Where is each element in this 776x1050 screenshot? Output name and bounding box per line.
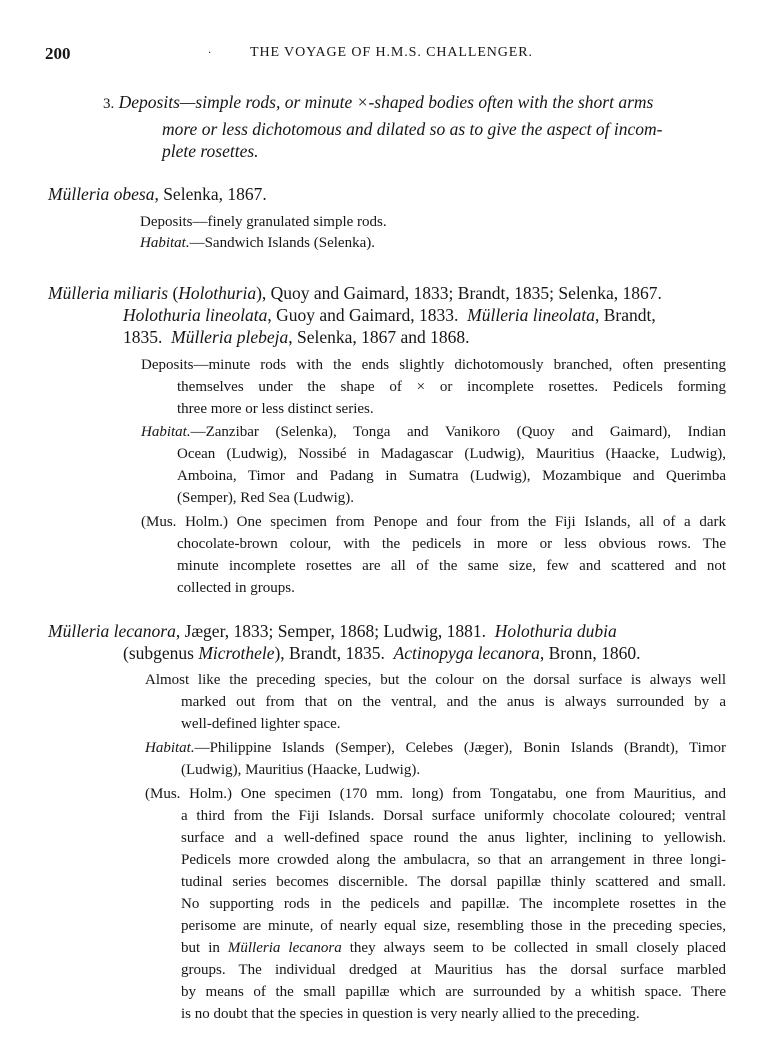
- species-miliaris-syn-3: 1835. Mülleria plebeja, Selenka, 1867 and 1868.: [123, 327, 470, 347]
- species-miliaris-deposits-3: three more or less distinct series.: [177, 401, 374, 417]
- species-miliaris-mus-3: minute incomplete rosettes are all of the same size, few and scattered and not: [177, 558, 726, 574]
- species-obesa-deposits: Deposits—finely granulated simple rods.: [140, 214, 387, 230]
- species-miliaris-habitat-1: Habitat.—Zanzibar (Selenka), Tonga and Vanikoro (Quoy and Gaimard), Indian: [141, 424, 726, 440]
- species-lecanora-mus-5: tudinal series becomes discernible. The dorsal papillæ thinly scattered and small.: [181, 874, 726, 890]
- species-lecanora-habitat-2: (Ludwig), Mauritius (Haacke, Ludwig).: [181, 762, 421, 778]
- species-lecanora-mus-6: No supporting rods in the pedicels and papillæ. The incomplete rosettes in the: [181, 896, 726, 912]
- species-lecanora-desc-3: well-defined lighter space.: [181, 716, 341, 732]
- species-lecanora-desc-1: Almost like the preceding species, but the colour on the dorsal surface is always well: [145, 672, 726, 688]
- species-lecanora-mus-9: groups. The individual dredged at Mauritius has the dorsal surface marbled: [181, 962, 726, 978]
- species-miliaris-habitat-2: Ocean (Ludwig), Nossibé in Madagascar (Ludwig), Mauritius (Haacke, Ludwig),: [177, 446, 726, 462]
- species-lecanora-syn-1: Mülleria lecanora, Jæger, 1833; Semper, 1868; Ludwig, 1881. Holothuria dubia: [48, 621, 617, 641]
- species-miliaris-habitat-3: Amboina, Timor and Padang in Sumatra (Ludwig), Mozambique and Querimba: [177, 468, 726, 484]
- species-miliaris-habitat-4: (Semper), Red Sea (Ludwig).: [177, 490, 355, 506]
- intro-line-1: [103, 92, 728, 113]
- species-miliaris-syn-2: Holothuria lineolata, Guoy and Gaimard, 1833. Mülleria lineolata, Brandt,: [123, 305, 656, 325]
- page-header: [0, 44, 776, 70]
- running-title: THE VOYAGE OF H.M.S. CHALLENGER.: [250, 45, 533, 60]
- species-lecanora-mus-11: is no doubt that the species in question is very nearly allied to the preceding.: [181, 1006, 640, 1022]
- intro-line-2: more or less dichotomous and dilated so as to give the aspect of incom-: [162, 119, 663, 139]
- page-number: 200: [45, 44, 71, 63]
- species-lecanora-mus-2: a third from the Fiji Islands. Dorsal surface uniformly chocolate coloured; ventral: [181, 808, 726, 824]
- species-miliaris-mus-1: (Mus. Holm.) One specimen from Penope and four from the Fiji Islands, all of a dark: [141, 514, 726, 530]
- species-lecanora-habitat-1: Habitat.—Philippine Islands (Semper), Celebes (Jæger), Bonin Islands (Brandt), Timor: [145, 740, 726, 756]
- species-lecanora-mus-4: Pedicels more crowded along the ambulacra, so that an arrangement in three longi-: [181, 852, 726, 868]
- species-miliaris-deposits-1: Deposits—minute rods with the ends slightly dichotomously branched, often presenting: [141, 357, 726, 373]
- header-dot: ·: [208, 48, 212, 59]
- species-lecanora-mus-1: (Mus. Holm.) One specimen (170 mm. long) from Tongatabu, one from Mauritius, and: [145, 786, 726, 802]
- intro-number: 3.: [103, 96, 115, 112]
- species-lecanora-mus-10: by means of the small papillæ which are surrounded by a whitish space. There: [181, 984, 726, 1000]
- species-lecanora-mus-7: perisome are minute, of nearly equal size, resembling those in the preceding species,: [181, 918, 726, 934]
- species-lecanora-desc-2: marked out from that on the ventral, and the anus is always surrounded by a: [181, 694, 726, 710]
- species-lecanora-syn-2: (subgenus Microthele), Brandt, 1835. Actinopyga lecanora, Bronn, 1860.: [123, 643, 641, 663]
- species-miliaris-syn-1: Mülleria miliaris (Holothuria), Quoy and Gaimard, 1833; Brandt, 1835; Selenka, 1867.: [48, 283, 662, 303]
- species-miliaris-deposits-2: themselves under the shape of × or incomplete rosettes. Pedicels forming: [177, 379, 726, 395]
- species-miliaris-mus-2: chocolate-brown colour, with the pedicels in more or less obvious rows. The: [177, 536, 726, 552]
- species-obesa-heading: Mülleria obesa, Selenka, 1867.: [48, 184, 267, 204]
- species-obesa-habitat: Habitat.—Sandwich Islands (Selenka).: [140, 235, 375, 251]
- species-lecanora-mus-3: surface and a well-defined space round the anus lighter, inclining to yellowish.: [181, 830, 726, 846]
- intro-line-3: plete rosettes.: [162, 141, 259, 161]
- species-miliaris-mus-4: collected in groups.: [177, 580, 295, 596]
- species-obesa-name: Mülleria obesa: [48, 184, 155, 204]
- species-lecanora-mus-8: but in Mülleria lecanora they always seem to be collected in small closely placed: [181, 940, 726, 956]
- intro-text-1: Deposits—simple rods, or minute ×-shaped bodies often with the short arms: [118, 92, 654, 112]
